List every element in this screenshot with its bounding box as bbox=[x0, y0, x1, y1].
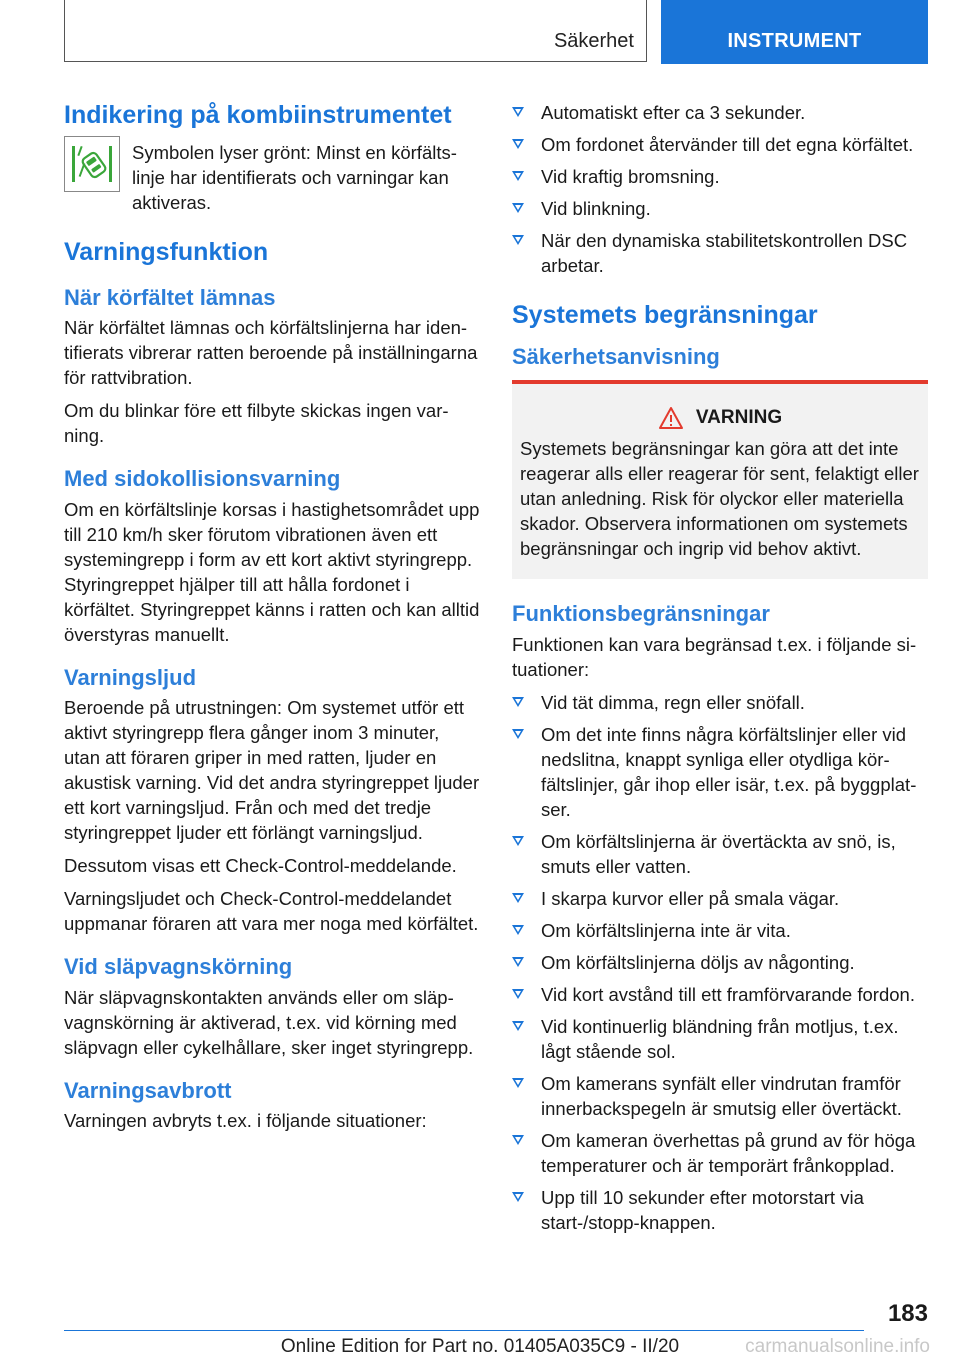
tab-sakerhet[interactable] bbox=[64, 0, 647, 62]
list-item: Vid kort avstånd till ett framförvarande fordon. bbox=[512, 982, 928, 1007]
list-item: Vid tät dimma, regn eller snöfall. bbox=[512, 690, 928, 715]
heading-slapvagn: Vid släpvagnskörning bbox=[64, 954, 293, 980]
bullet-triangle-icon bbox=[512, 989, 524, 999]
bullet-triangle-icon bbox=[512, 729, 524, 739]
list-item: Automatiskt efter ca 3 sekunder. bbox=[512, 100, 928, 125]
bullet-triangle-icon bbox=[512, 836, 524, 846]
list-item: Vid blinkning. bbox=[512, 196, 928, 221]
korfaltet-p2: Om du blinkar före ett filbyte skickas ingen varning. bbox=[64, 400, 449, 447]
avbrott-p1: Varningen avbryts t.ex. i följande situationer: bbox=[64, 1109, 427, 1131]
watermark: carmanualsonline.info bbox=[745, 1336, 930, 1357]
footer-edition: Online Edition for Part no. 01405A035C9 - II/20 bbox=[280, 1336, 680, 1357]
bullet-triangle-icon bbox=[512, 1078, 524, 1088]
heading-sakerhetsanvisning: Säkerhetsanvisning bbox=[512, 344, 720, 369]
bullet-triangle-icon bbox=[512, 1135, 524, 1145]
list-item: Om kamerans synfält eller vindrutan framför innerbackspegeln är smutsig eller övertäckt. bbox=[512, 1071, 928, 1121]
bullet-triangle-icon bbox=[512, 171, 524, 181]
warning-text: Systemets begränsningar kan göra att det inte reagerar alls eller reagerar för sent, felaktigt eller utan anledning. Risk för olyckor eller materiella skador. Observera informationen om systemets begränsningar och ingrip vid behov aktivt. bbox=[520, 438, 919, 560]
bullet-triangle-icon bbox=[512, 235, 524, 245]
warning-header bbox=[520, 406, 920, 430]
slapvagn-p1: När släpvagnskontakten används eller om släpvagnskörning är aktiverad, t.ex. vid körning med släpvagn eller cykelhållare, sker inget styringrepp. bbox=[64, 986, 474, 1058]
bullet-triangle-icon bbox=[512, 139, 524, 149]
heading-funktion: Funktionsbegränsningar bbox=[512, 601, 770, 627]
funktion-p1: Funktionen kan vara begränsad t.ex. i följande situationer: bbox=[512, 633, 917, 680]
avbrott-list bbox=[512, 100, 928, 278]
heading-sidokollision: Med sidokollisionsvarning bbox=[64, 466, 341, 492]
list-item: Om fordonet återvänder till det egna körfältet. bbox=[512, 132, 928, 157]
varningsljud-p2: Dessutom visas ett Check-Control-meddelande. bbox=[64, 855, 457, 877]
tab-sakerhet-label: Säkerhet bbox=[553, 30, 634, 52]
tab-instrument-label: INSTRUMENT bbox=[727, 30, 862, 52]
heading-varningsljud: Varningsljud bbox=[64, 664, 197, 690]
list-item: När den dynamiska stabilitetskontrollen DSC arbetar. bbox=[512, 228, 928, 278]
sidokollision-p1: Om en körfältslinje korsas i hastighetsområdet upp till 210 km/h sker förutom vibrationen även ett systemingrepp i form av ett kort aktivt styringrepp. Styringreppet hjälper till att hålla fordonet i körfältet. Styringreppet känns i ratten och kan alltid överstyras manuellt. bbox=[64, 498, 480, 645]
varningsljud-p1: Beroende på utrustningen: Om systemet utför ett aktivt styringrepp flera gånger inom 3 minuter, utan att föraren griper in med ratten, ljuder en akustisk varning. Vid det andra styringreppet ljuder ett kort varningsljud. Från och med det tredje styringreppet ljuder ett förlängt varningsljud. bbox=[64, 697, 480, 844]
header-tabs bbox=[64, 0, 928, 64]
varningsljud-p3: Varningsljudet och Check-Control-meddelandet uppmanar föraren att vara mer noga med körfältet. bbox=[64, 888, 479, 935]
heading-varningsfunktion: Varningsfunktion bbox=[64, 238, 269, 266]
list-item: Om körfältslinjerna inte är vita. bbox=[512, 918, 928, 943]
heading-korfaltet: När körfältet lämnas bbox=[64, 285, 276, 310]
heading-avbrott: Varningsavbrott bbox=[64, 1077, 232, 1103]
heading-indikering: Indikering på kombiinstrumentet bbox=[64, 101, 452, 129]
list-item: Om kameran överhettas på grund av för höga temperaturer och är temporärt frånkopplad. bbox=[512, 1128, 928, 1178]
warning-title: VARNING bbox=[695, 407, 783, 429]
list-item: Upp till 10 sekunder efter motorstart via start-/stopp-knappen. bbox=[512, 1185, 928, 1235]
bullet-triangle-icon bbox=[512, 697, 524, 707]
korfaltet-p1: När körfältet lämnas och körfältslinjerna har identifierats vibrerar ratten beroende på inställningarna för rattvibration. bbox=[64, 317, 478, 389]
bullet-triangle-icon bbox=[512, 893, 524, 903]
bullet-triangle-icon bbox=[512, 1192, 524, 1202]
warning-box bbox=[512, 380, 928, 579]
lane-departure-icon bbox=[64, 136, 120, 192]
bullet-triangle-icon bbox=[512, 1021, 524, 1031]
bullet-triangle-icon bbox=[512, 957, 524, 967]
left-column bbox=[64, 100, 480, 1141]
page-number: 183 bbox=[887, 1300, 928, 1327]
bullet-triangle-icon bbox=[512, 107, 524, 117]
tab-instrument[interactable] bbox=[661, 0, 928, 64]
indikering-text: Symbolen lyser grönt: Minst en körfältslinje har identifierats och varningar kan aktiveras. bbox=[132, 142, 457, 213]
bullet-triangle-icon bbox=[512, 203, 524, 213]
list-item: Vid kraftig bromsning. bbox=[512, 164, 928, 189]
right-column bbox=[512, 100, 928, 1242]
footer-divider bbox=[64, 1330, 864, 1331]
heading-systemets: Systemets begränsningar bbox=[512, 301, 818, 329]
list-item: Vid kontinuerlig bländning från motljus, t.ex. lågt stående sol. bbox=[512, 1014, 928, 1064]
list-item: Om körfältslinjerna döljs av någonting. bbox=[512, 950, 928, 975]
warning-triangle-icon bbox=[658, 406, 684, 430]
list-item: Om körfältslinjerna är övertäckta av snö, is, smuts eller vatten. bbox=[512, 829, 928, 879]
bullet-triangle-icon bbox=[512, 925, 524, 935]
funktion-list bbox=[512, 690, 928, 1235]
list-item: Om det inte finns några körfältslinjer eller vid nedslitna, knappt synliga eller otydliga körfältslinjer, går ihop eller isär, t.ex. på byggplatser. bbox=[512, 722, 928, 822]
indicator-block bbox=[64, 140, 480, 215]
list-item: I skarpa kurvor eller på smala vägar. bbox=[512, 886, 928, 911]
